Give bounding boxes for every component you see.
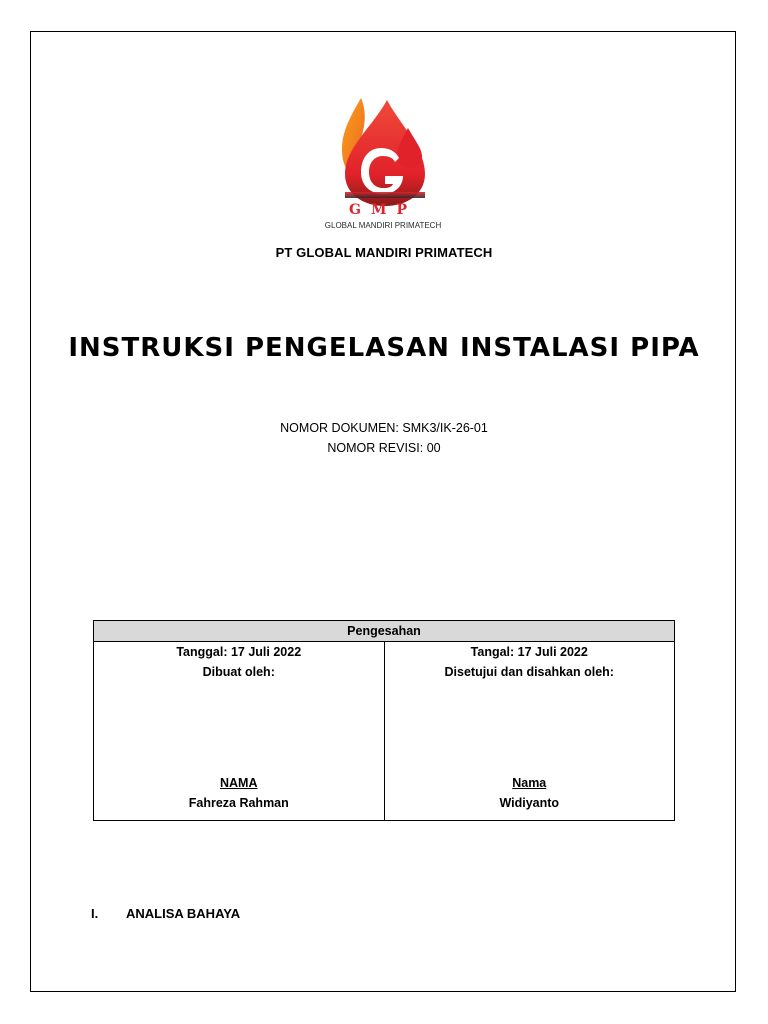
- approved-role: Disetujui dan disahkan oleh:: [444, 665, 614, 679]
- section-heading: [91, 906, 240, 921]
- logo-mark-text: GMP: [349, 202, 417, 218]
- company-name: PT GLOBAL MANDIRI PRIMATECH: [275, 245, 493, 260]
- approved-name-label: Nama: [512, 776, 547, 790]
- document-number: NOMOR DOKUMEN: SMK3/IK-26-01: [280, 421, 488, 435]
- approval-prepared-cell: [94, 642, 384, 821]
- section-title: ANALISA BAHAYA: [126, 906, 241, 921]
- approval-table: [93, 620, 675, 821]
- prepared-name-label: NAMA: [220, 776, 258, 790]
- approval-approved-cell: [384, 642, 675, 821]
- gmp-logo-icon: [295, 88, 471, 236]
- approved-name: Widiyanto: [499, 796, 560, 810]
- document-info: [0, 418, 768, 458]
- approval-heading: Pengesahan: [94, 621, 674, 642]
- prepared-role: Dibuat oleh:: [202, 665, 275, 679]
- prepared-name: Fahreza Rahman: [188, 796, 289, 810]
- prepared-date: Tanggal: 17 Juli 2022: [176, 645, 302, 659]
- company-logo: [295, 88, 471, 236]
- section-number: I.: [91, 906, 99, 921]
- logo-wordmark: GLOBAL MANDIRI PRIMATECH: [324, 221, 442, 230]
- revision-number: NOMOR REVISI: 00: [327, 441, 441, 455]
- document-title: INSTRUKSI PENGELASAN INSTALASI PIPA: [68, 333, 700, 363]
- approved-date: Tangal: 17 Juli 2022: [470, 645, 588, 659]
